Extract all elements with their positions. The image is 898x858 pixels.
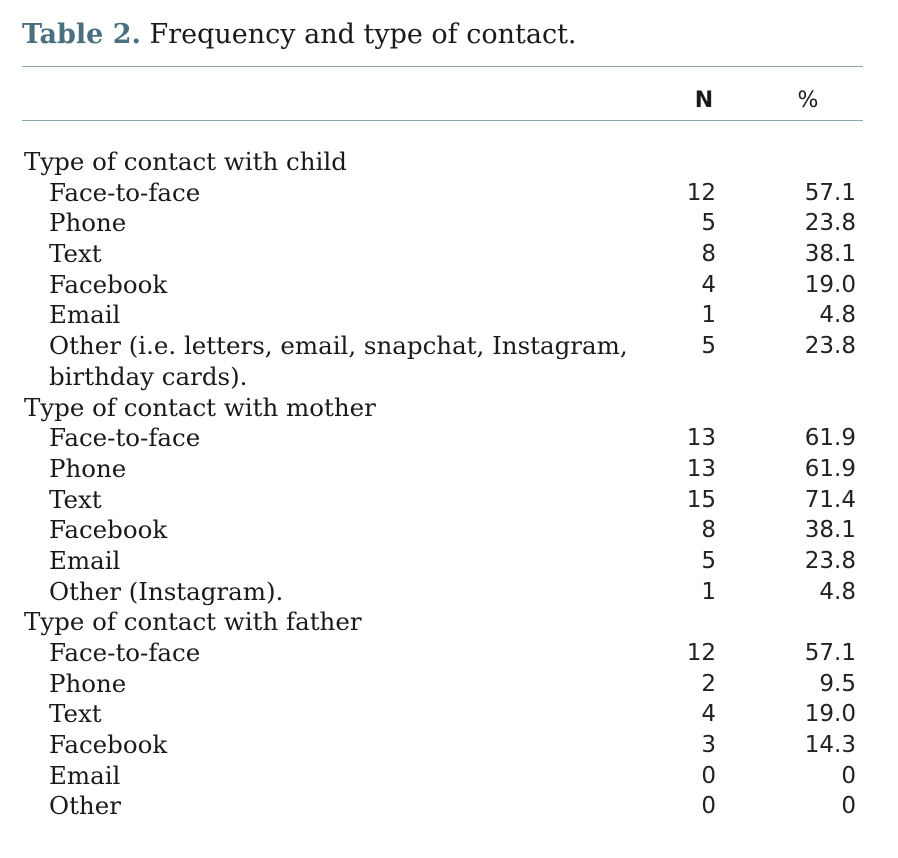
row-percent: 0 <box>841 762 856 789</box>
table-row <box>0 178 898 209</box>
row-percent: 23.8 <box>804 210 856 237</box>
row-percent: 4.8 <box>819 578 856 605</box>
table-row <box>0 669 898 700</box>
table-row <box>0 791 898 822</box>
table-row <box>0 239 898 270</box>
table-title: Frequency and type of contact. <box>149 19 577 50</box>
table-row <box>0 699 898 730</box>
table-row <box>0 577 898 608</box>
row-count: 2 <box>701 670 716 697</box>
group-title: Type of contact with father <box>24 607 362 637</box>
row-percent: 0 <box>841 793 856 820</box>
row-percent: 19.0 <box>804 701 856 728</box>
row-count: 5 <box>701 547 716 574</box>
row-label: Facebook <box>49 269 168 299</box>
row-label: Other (i.e. letters, email, snapchat, Instagram, birthday cards). <box>49 331 628 391</box>
row-label: Email <box>49 300 121 330</box>
group-header-row <box>0 147 898 178</box>
group-title: Type of contact with mother <box>24 392 376 422</box>
row-count: 4 <box>701 271 716 298</box>
table-row <box>0 546 898 577</box>
row-label: Face-to-face <box>49 638 201 668</box>
top-rule <box>22 66 863 67</box>
table-row <box>0 638 898 669</box>
table-row <box>0 300 898 331</box>
group-header-row <box>0 607 898 638</box>
group-header-row <box>0 393 898 424</box>
row-percent: 19.0 <box>804 271 856 298</box>
row-label: Face-to-face <box>49 423 201 453</box>
table-row <box>0 761 898 792</box>
row-count: 3 <box>701 732 716 759</box>
row-count: 4 <box>701 701 716 728</box>
row-percent: 14.3 <box>804 732 856 759</box>
row-count: 8 <box>701 241 716 268</box>
row-percent: 57.1 <box>804 179 856 206</box>
row-label: Text <box>49 239 102 269</box>
row-label: Phone <box>49 668 127 698</box>
row-label: Phone <box>49 453 127 483</box>
row-label: Facebook <box>49 730 168 760</box>
table-row <box>0 730 898 761</box>
row-label: Email <box>49 545 121 575</box>
row-label: Text <box>49 484 102 514</box>
row-count: 5 <box>701 333 716 360</box>
table-number: Table 2. <box>22 19 141 50</box>
table-body <box>0 147 898 822</box>
row-label: Phone <box>49 208 127 238</box>
table-row <box>0 270 898 301</box>
row-label: Facebook <box>49 515 168 545</box>
table-row <box>0 515 898 546</box>
row-percent: 38.1 <box>804 241 856 268</box>
column-header-n: N <box>694 88 714 113</box>
row-percent: 4.8 <box>819 302 856 329</box>
table-row <box>0 208 898 239</box>
row-percent: 38.1 <box>804 517 856 544</box>
row-percent: 23.8 <box>804 547 856 574</box>
row-percent: 71.4 <box>804 486 856 513</box>
row-percent: 61.9 <box>804 455 856 482</box>
group-title: Type of contact with child <box>24 147 347 176</box>
row-count: 5 <box>701 210 716 237</box>
row-count: 8 <box>701 517 716 544</box>
row-percent: 61.9 <box>804 425 856 452</box>
row-percent: 9.5 <box>819 670 856 697</box>
column-header-percent: % <box>797 88 819 113</box>
row-label: Text <box>49 699 102 729</box>
row-label: Other <box>49 791 121 821</box>
row-label: Other (Instagram). <box>49 576 284 606</box>
table-row <box>0 331 898 392</box>
row-count: 1 <box>701 578 716 605</box>
table-row <box>0 454 898 485</box>
table-row <box>0 423 898 454</box>
row-count: 0 <box>701 762 716 789</box>
row-count: 12 <box>686 179 716 206</box>
header-rule <box>22 120 863 121</box>
row-count: 13 <box>686 455 716 482</box>
row-count: 12 <box>686 640 716 667</box>
row-label: Email <box>49 760 121 790</box>
table-caption <box>22 18 577 52</box>
row-percent: 23.8 <box>804 333 856 360</box>
row-count: 0 <box>701 793 716 820</box>
table-row <box>0 485 898 516</box>
row-percent: 57.1 <box>804 640 856 667</box>
row-label: Face-to-face <box>49 177 201 207</box>
row-count: 13 <box>686 425 716 452</box>
row-count: 15 <box>686 486 716 513</box>
row-count: 1 <box>701 302 716 329</box>
